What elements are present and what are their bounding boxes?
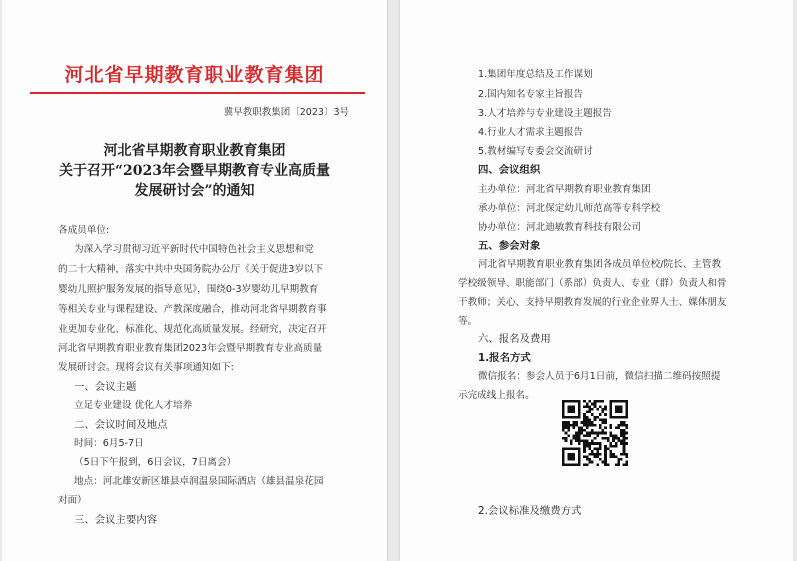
theme-text: 立足专业建设 优化人才培养 <box>74 400 193 411</box>
attendees-line: 干教师；关心、支持早期教育发展的行业企业界人士、媒体朋友 <box>458 297 727 308</box>
qr-code-icon <box>562 400 628 466</box>
content-item: 1.集团年度总结及工作谋划 <box>478 69 593 80</box>
intro-line: 业更加专业化、标准化、规范化高质量发展。经研究，决定召开 <box>58 324 327 335</box>
document-number: 冀早教职教集团〔2023〕3号 <box>223 107 349 118</box>
intro-line: 等相关专业与课程建设、产教深度融合，推动河北省早期教育事 <box>58 304 327 315</box>
title-line-3: 发展研讨会”的通知 <box>134 183 255 199</box>
salutation: 各成员单位: <box>58 225 110 236</box>
section-heading-attendees: 五、参会对象 <box>478 240 541 252</box>
section-heading-theme: 一、会议主题 <box>74 381 137 393</box>
intro-line: 河北省早期教育职业教育集团2023年会暨早期教育专业高质量 <box>58 343 323 354</box>
document-page-right <box>400 0 793 561</box>
organizer-line: 主办单位：河北省早期教育职业教育集团 <box>478 184 651 195</box>
registration-line: 示完成线上报名。 <box>458 390 535 401</box>
title-line-2: 关于召开“2023年会暨早期教育专业高质量 <box>58 163 331 179</box>
content-item: 3.人才培养与专业建设主题报告 <box>478 108 612 119</box>
content-item: 5.教材编写专委会交流研讨 <box>478 146 593 157</box>
meeting-location: 地点：河北雄安新区雄县卓润温泉国际酒店（雄县温泉花园 <box>74 476 324 487</box>
meeting-time: 时间：6月5-7日 <box>74 438 144 449</box>
attendees-line: 学校级领导、职能部门（系部）负责人、专业（群）负责人和骨 <box>458 278 727 289</box>
organizer-line: 承办单位：河北保定幼儿师范高等专科学校 <box>478 203 661 214</box>
intro-line: 婴幼儿照护服务发展的指导意见》，围绕0-3岁婴幼儿早期教育 <box>58 284 319 295</box>
section-heading-content: 三、会议主要内容 <box>74 514 158 526</box>
header-divider <box>30 92 365 94</box>
content-item: 2.国内知名专家主旨报告 <box>478 89 584 100</box>
intro-line: 发展研讨会。现将会议有关事项通知如下: <box>58 362 234 373</box>
meeting-location-cont: 对面） <box>58 495 87 506</box>
section-heading-organization: 四、会议组织 <box>478 164 541 176</box>
registration-method-heading: 1.报名方式 <box>478 352 531 364</box>
attendees-line: 等。 <box>458 316 478 327</box>
intro-line: 为深入学习贯彻习近平新时代中国特色社会主义思想和党 <box>74 244 314 255</box>
org-header: 河北省早期教育职业教育集团 <box>64 64 325 86</box>
content-item: 4.行业人才需求主题报告 <box>478 127 584 138</box>
document-page-left <box>2 0 387 561</box>
fee-standard-heading: 2.会议标准及缴费方式 <box>478 505 582 517</box>
meeting-schedule: （5日下午报到，6日会议，7日离会） <box>74 457 237 468</box>
attendees-line: 河北省早期教育职业教育集团各成员单位校/院长、主管教 <box>478 259 722 270</box>
section-heading-time-location: 二、会议时间及地点 <box>74 419 168 431</box>
registration-line: 微信报名：参会人员于6月1日前，微信扫描二维码按照提 <box>478 371 721 382</box>
section-heading-registration-fees: 六、报名及费用 <box>478 333 551 345</box>
intro-line: 的二十大精神，落实中共中央国务院办公厅《关于促进3岁以下 <box>58 264 324 275</box>
organizer-line: 协办单位：河北迪敏教育科技有限公司 <box>478 222 642 233</box>
title-line-1: 河北省早期教育职业教育集团 <box>103 143 286 159</box>
